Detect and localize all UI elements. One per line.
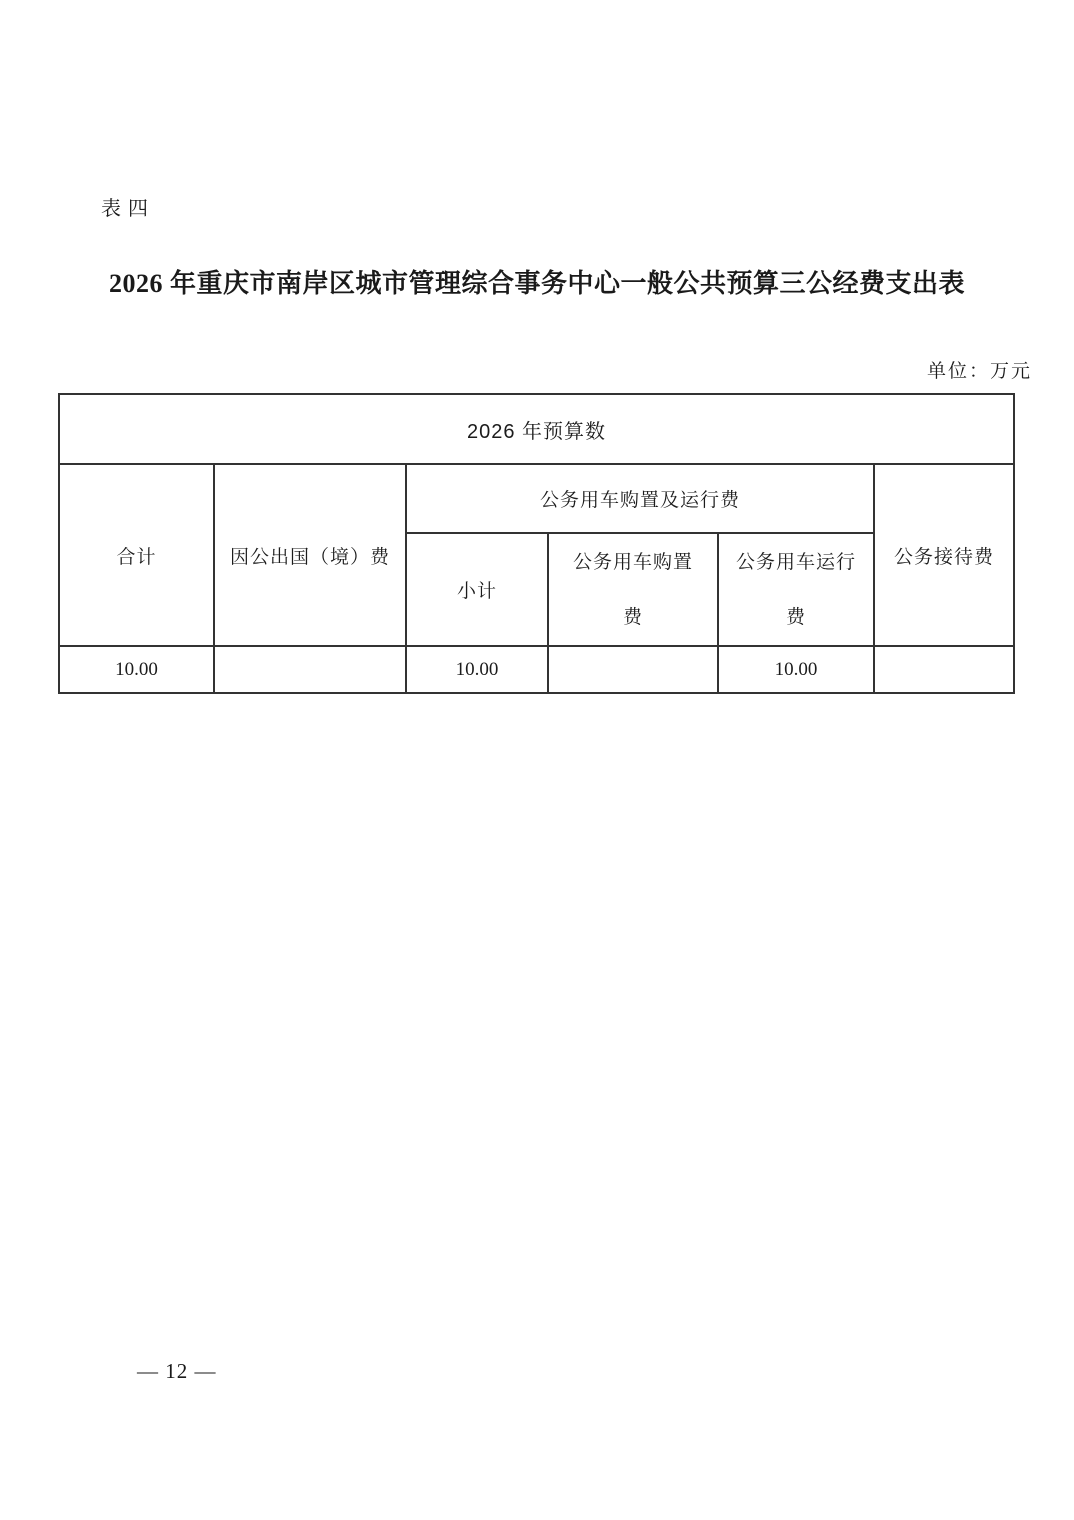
value-purchase [548, 646, 718, 693]
col-header-operation [718, 533, 874, 646]
col-header-subtotal: 小计 [406, 533, 548, 646]
col-header-purchase [548, 533, 718, 646]
col-header-total: 合计 [59, 464, 214, 646]
page-title: 2026 年重庆市南岸区城市管理综合事务中心一般公共预算三公经费支出表 [108, 269, 965, 298]
value-operation: 10.00 [718, 646, 874, 693]
col-header-vehicle-group: 公务用车购置及运行费 [406, 464, 874, 533]
column-header-row [59, 464, 1014, 533]
unit-note: 单位：万元 [926, 361, 1032, 382]
year-header-cell: 2026 年预算数 [59, 394, 1014, 464]
col-header-reception: 公务接待费 [874, 464, 1014, 646]
value-subtotal: 10.00 [406, 646, 548, 693]
value-reception [874, 646, 1014, 693]
page-number: — 12 — [137, 1359, 217, 1383]
value-total: 10.00 [59, 646, 214, 693]
value-abroad [214, 646, 406, 693]
col-header-operation-line2: 费 [785, 606, 806, 628]
col-header-purchase-line2: 费 [622, 606, 643, 628]
col-header-abroad: 因公出国（境）费 [214, 464, 406, 646]
col-header-operation-line1: 公务用车运行 [735, 551, 856, 573]
col-header-purchase-line1: 公务用车购置 [572, 551, 693, 573]
table-tag: 表四 [101, 198, 155, 220]
year-header-row [59, 394, 1014, 464]
budget-table [58, 393, 1015, 694]
data-row [59, 646, 1014, 693]
